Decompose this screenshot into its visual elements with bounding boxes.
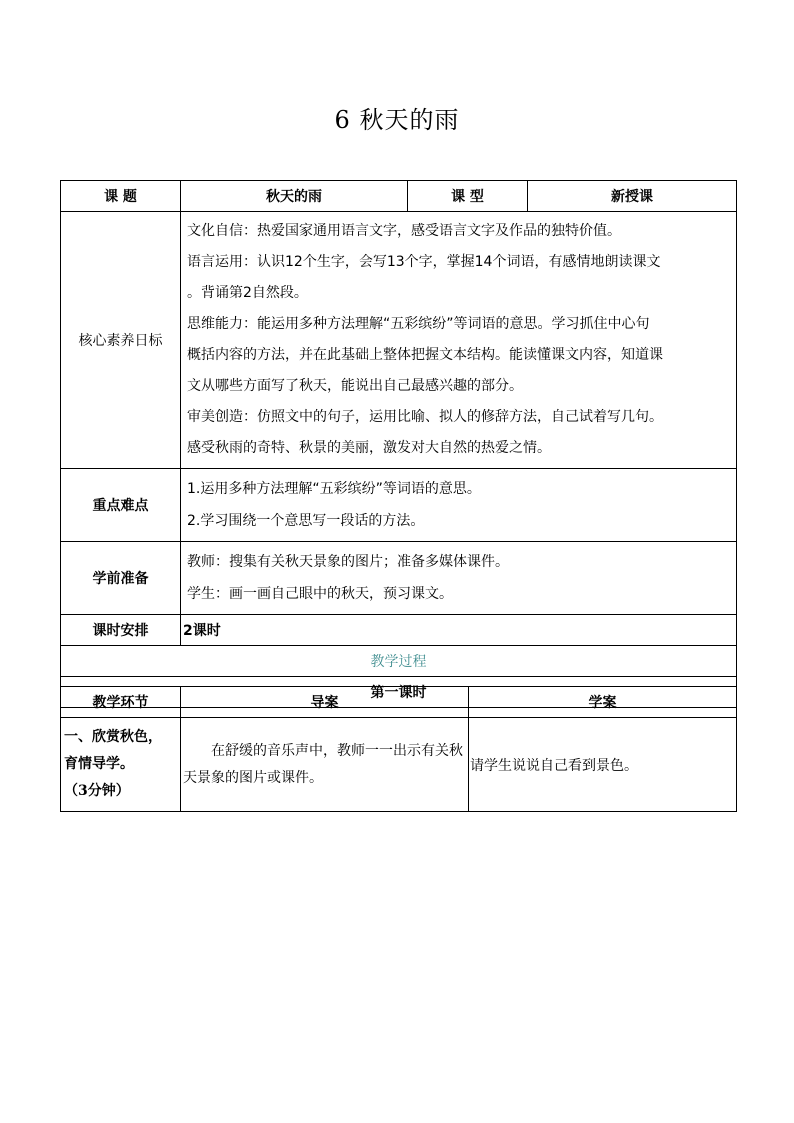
page-title: 6 秋天的雨	[334, 106, 460, 134]
process-heading-row	[61, 646, 737, 677]
core-line: 思维能力：能运用多种方法理解“五彩缤纷”等词语的意思。学习抓住中心句	[187, 316, 650, 332]
core-line: 。背诵第2自然段。	[187, 285, 308, 301]
study-cell: 请学生说说自己看到景色。	[469, 718, 737, 812]
schedule-value: 2课时	[181, 615, 737, 646]
guide-cell: 在舒缓的音乐声中，教师一一出示有关秋天景象的图片或课件。	[181, 718, 469, 812]
stage-line: 一、欣赏秋色，	[64, 729, 162, 745]
topic-label: 课 题	[61, 181, 181, 212]
process-header-row	[61, 687, 737, 718]
core-label: 核心素养日标	[61, 212, 181, 469]
core-line: 审美创造：仿照文中的句子，运用比喻、拟人的修辞方法，自己试着写几句。	[187, 409, 663, 425]
preparation-line: 学生：画一画自己眼中的秋天，预习课文。	[187, 586, 453, 602]
key-points-content	[181, 469, 737, 542]
table-row	[61, 718, 737, 812]
type-label: 课 型	[408, 181, 528, 212]
type-value: 新授课	[528, 181, 737, 212]
topic-value: 秋天的雨	[181, 181, 408, 212]
preparation-label: 学前准备	[61, 542, 181, 615]
stage-cell	[61, 718, 181, 812]
preparation-content	[181, 542, 737, 615]
study-column-header: 学案	[469, 687, 737, 718]
core-line: 文从哪些方面写了秋天，能说出自己最感兴趣的部分。	[187, 378, 523, 394]
core-line: 感受秋雨的奇特、秋景的美丽，激发对大自然的热爱之情。	[187, 440, 551, 456]
core-row	[61, 212, 737, 469]
schedule-row	[61, 615, 737, 646]
preparation-row	[61, 542, 737, 615]
header-row	[61, 181, 737, 212]
stage-line: （3分钟）	[64, 783, 130, 799]
core-line: 语言运用：认识12个生字，会写13个字，掌握14个词语，有感情地朗读课文	[187, 254, 661, 270]
stage-line: 育情导学。	[64, 756, 134, 772]
core-line: 概括内容的方法，并在此基础上整体把握文本结构。能读懂课文内容，知道课	[187, 347, 663, 363]
key-point-line: 2.学习围绕一个意思写一段话的方法。	[187, 513, 425, 529]
lesson-plan-table	[60, 180, 737, 708]
key-points-label: 重点难点	[61, 469, 181, 542]
schedule-label: 课时安排	[61, 615, 181, 646]
preparation-line: 教师：搜集有关秋天景象的图片；准备多媒体课件。	[187, 554, 509, 570]
stage-column-header: 教学环节	[61, 687, 181, 718]
period-heading: 第一课时	[61, 677, 737, 708]
guide-column-header: 导案	[181, 687, 469, 718]
key-points-row	[61, 469, 737, 542]
process-heading: 教学过程	[61, 646, 737, 677]
core-line: 文化自信：热爱国家通用语言文字，感受语言文字及作品的独特价值。	[187, 223, 621, 239]
key-point-line: 1.运用多种方法理解“五彩缤纷”等词语的意思。	[187, 481, 481, 497]
core-content	[181, 212, 737, 469]
process-table	[60, 686, 737, 812]
